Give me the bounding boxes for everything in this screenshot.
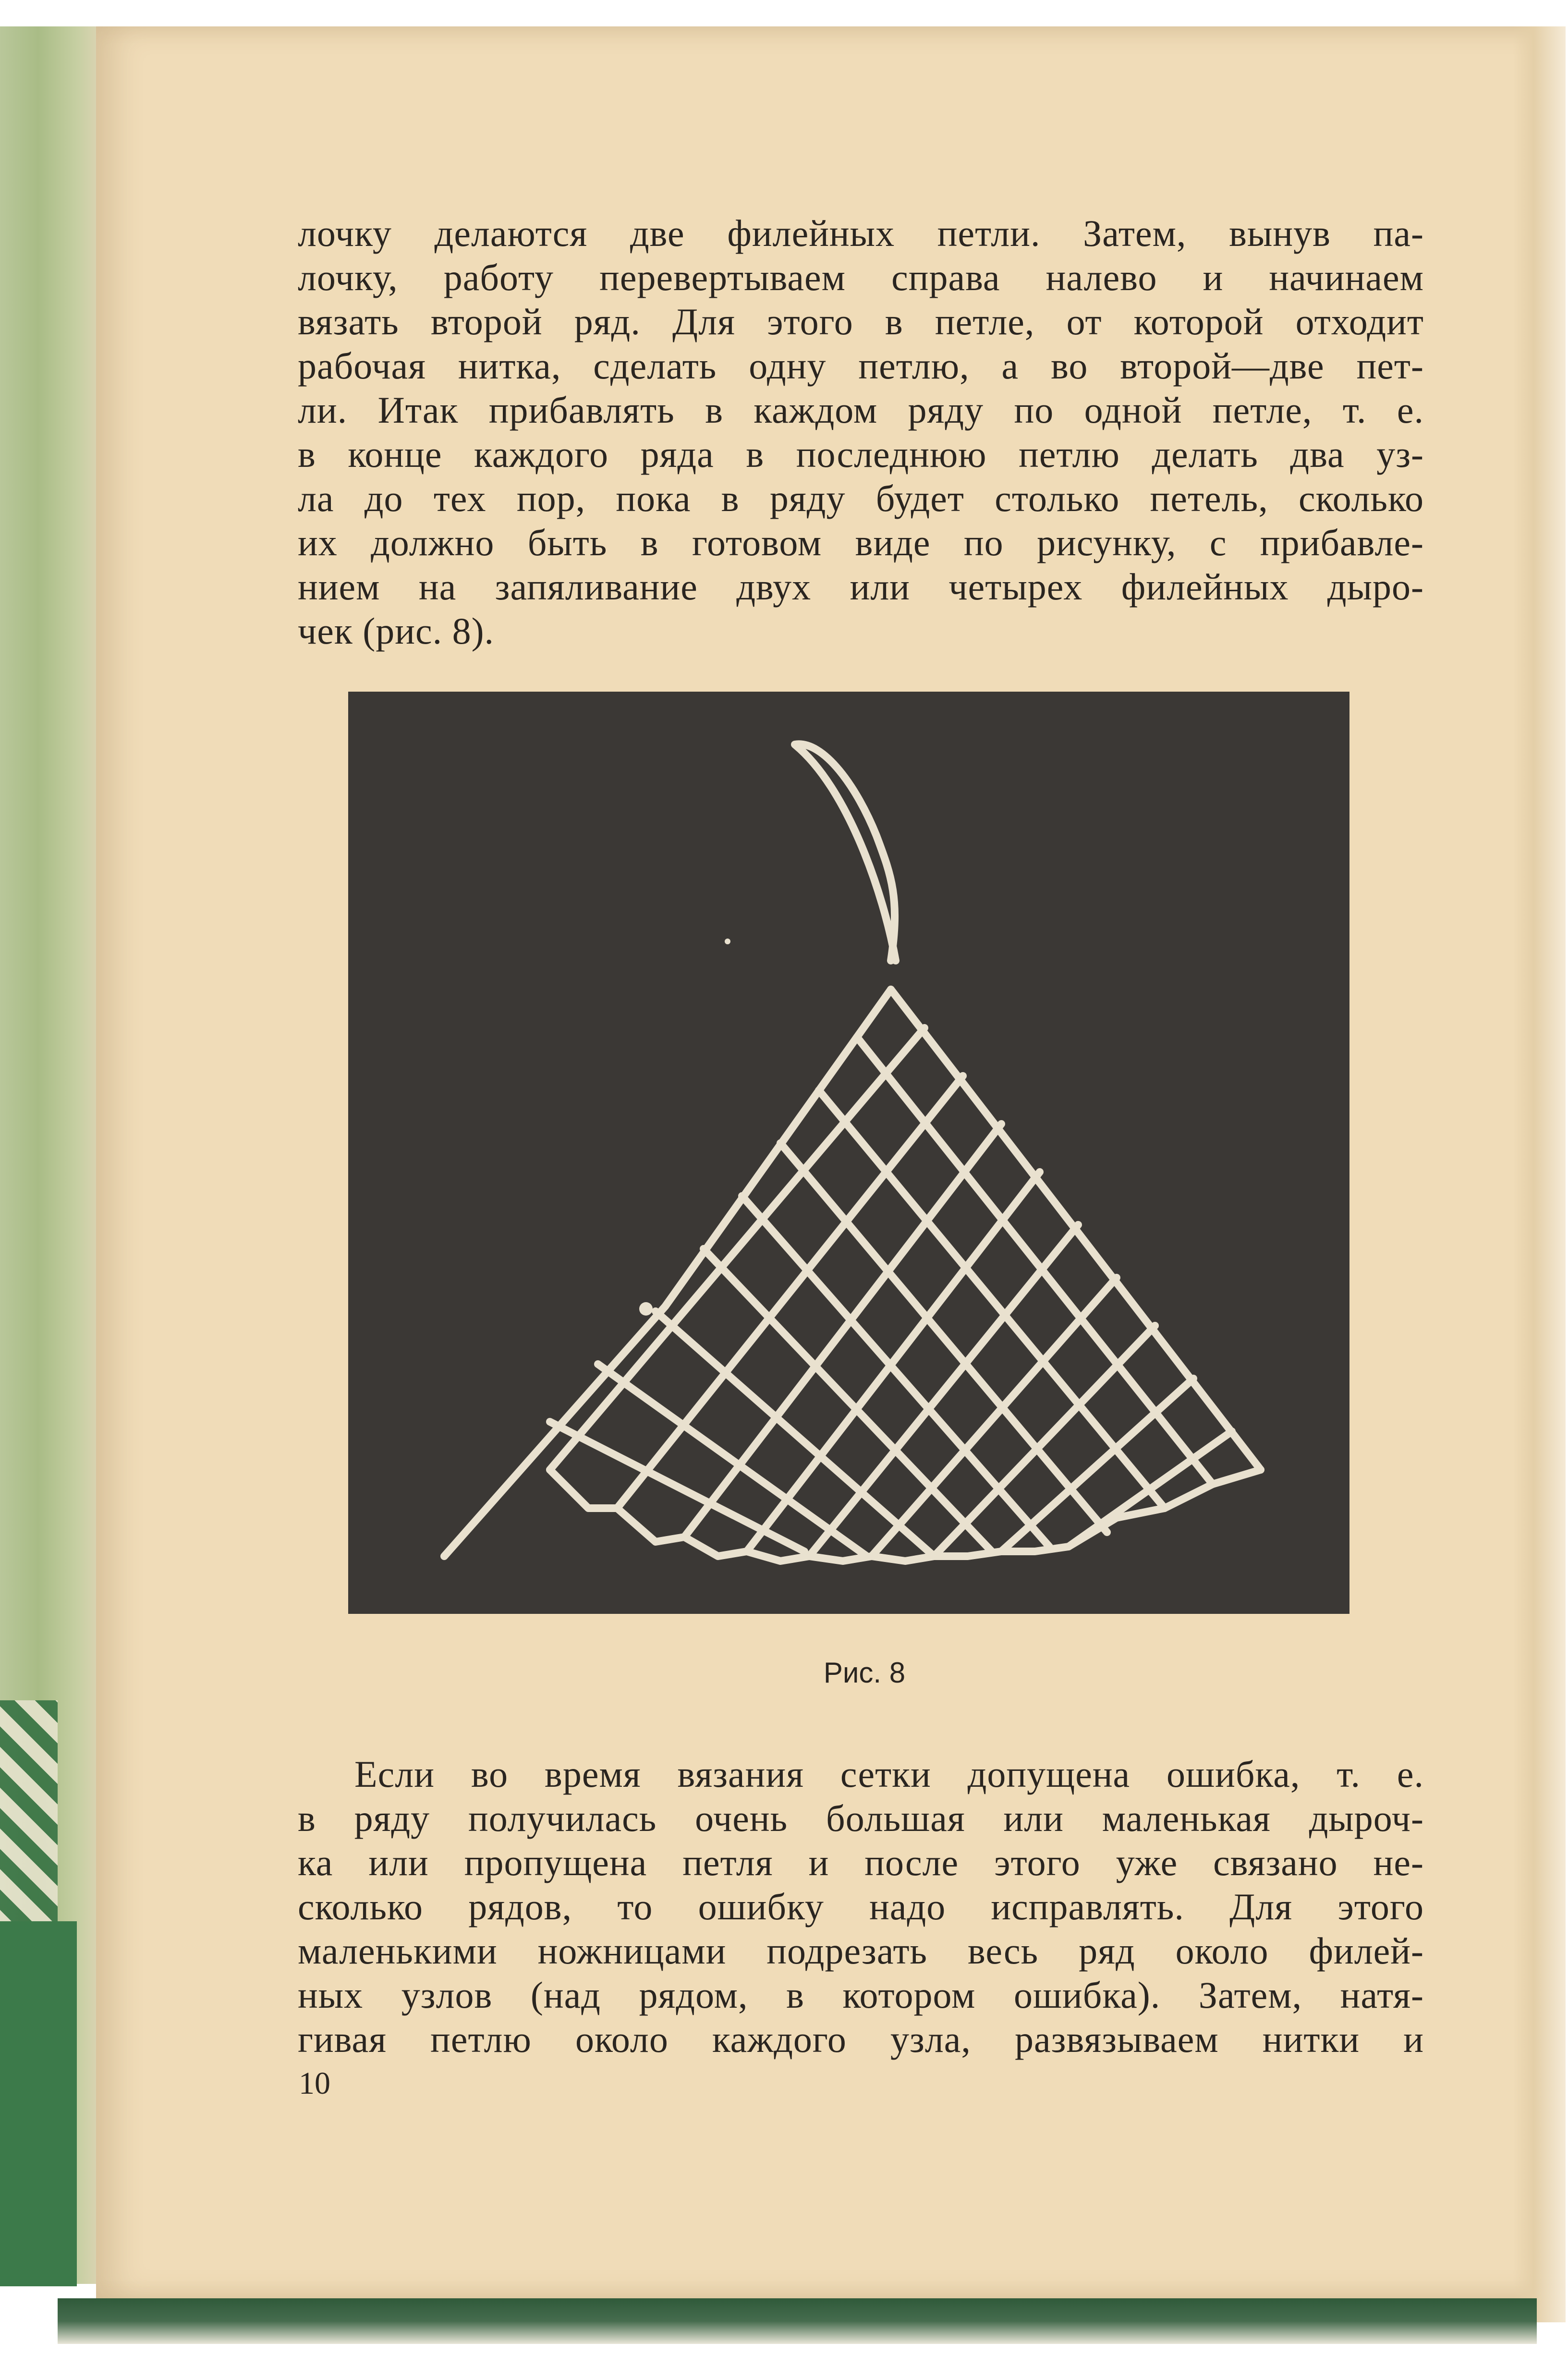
figure-caption: Рис. 8 [823, 1657, 906, 1689]
text-line: в конце каждого ряда в последнюю петлю делать два уз- [298, 433, 1424, 475]
text-line: чек (рис. 8). [298, 610, 495, 652]
book-bottom-edge [58, 2298, 1537, 2344]
text-line: гивая петлю около каждого узла, развязываем нитки и [298, 2018, 1424, 2060]
text-line: ка или пропущена петля и после этого уже связано не- [298, 1842, 1424, 1883]
text-line: маленькими ножницами подрезать весь ряд около филей- [298, 1930, 1424, 1972]
paragraph-top [298, 211, 1424, 653]
text-line: ла до тех пор, пока в ряду будет столько петель, сколько [298, 477, 1424, 519]
text-line: ли. Итак прибавлять в каждом ряду по одной петле, т. е. [298, 389, 1424, 431]
text-line: в ряду получилась очень большая или маленькая дыроч- [298, 1797, 1424, 1839]
text-line: их должно быть в готовом виде по рисунку, с прибавле- [298, 522, 1424, 563]
filet-net-illustration [348, 692, 1349, 1614]
text-line: нием на запяливание двух или четырех филейных дыро- [298, 566, 1424, 608]
text-line: Если во время вязания сетки допущена ошибка, т. е. [354, 1753, 1424, 1795]
text-line: ных узлов (над рядом, в котором ошибка). Затем, натя- [298, 1974, 1424, 2016]
figure-8-net-photo [348, 692, 1349, 1614]
page-number: 10 [299, 2066, 330, 2101]
paragraph-bottom [298, 1752, 1424, 2062]
text-line: сколько рядов, то ошибку надо исправлять. Для этого [298, 1886, 1424, 1928]
text-line: лочку, работу перевертываем справа налево и начинаем [298, 256, 1424, 298]
text-line: рабочая нитка, сделать одну петлю, а во второй—две пет- [298, 345, 1424, 387]
cover-band [0, 1921, 77, 2286]
page-right-edge [1513, 26, 1566, 2322]
text-line: вязать второй ряд. Для этого в петле, от которой отходит [298, 301, 1424, 342]
text-line: лочку делаются две филейных петли. Затем, вынув па- [298, 212, 1424, 254]
